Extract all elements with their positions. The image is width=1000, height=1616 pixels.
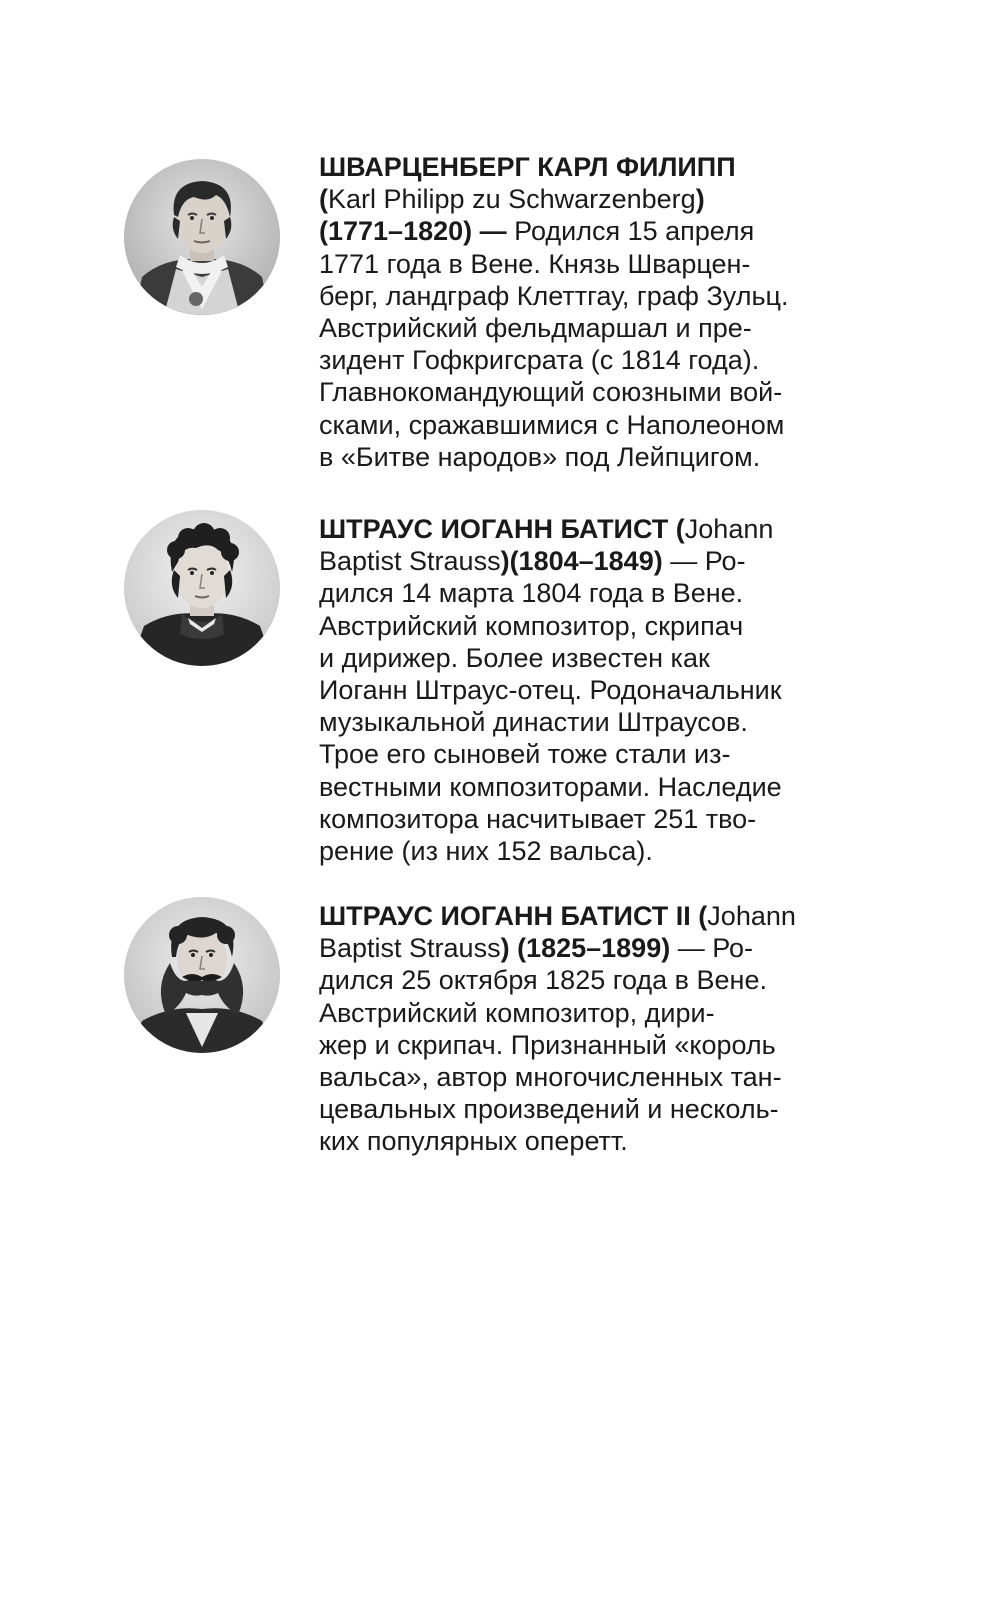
bio-line: в «Битве народов» под Лейпцигом. xyxy=(319,441,761,472)
bio-text xyxy=(319,151,859,473)
bio-line: ких популярных оперетт. xyxy=(319,1126,628,1157)
portrait-schwarzenberg-icon xyxy=(124,159,280,315)
bio-line: Австрийский композитор, дири- xyxy=(319,997,715,1028)
portrait-strauss-father-icon xyxy=(124,510,280,666)
bio-line: и дирижер. Более известен как xyxy=(319,642,710,673)
bio-line: (Karl Philipp zu Schwarzenberg) xyxy=(319,184,705,215)
bio-line: Главнокомандующий союзными вой- xyxy=(319,377,783,408)
bio-line: ШТРАУС ИОГАНН БАТИСТ (Johann xyxy=(319,514,774,544)
bio-line: Baptist Strauss) (1825–1899) — Ро- xyxy=(319,933,754,964)
bio-line: ШВАРЦЕНБЕРГ КАРЛ ФИЛИПП xyxy=(319,152,736,182)
bio-line: Австрийский фельдмаршал и пре- xyxy=(319,313,752,344)
bio-line: дился 25 октября 1825 года в Вене. xyxy=(319,965,767,996)
bio-line: (1771–1820) — Родился 15 апреля xyxy=(319,216,755,247)
bio-line: цевальных произведений и несколь- xyxy=(319,1094,779,1125)
bio-line: 1771 года в Вене. Князь Шварцен- xyxy=(319,248,751,279)
bio-line: дился 14 марта 1804 года в Вене. xyxy=(319,578,744,609)
bio-line: вестными композиторами. Наследие xyxy=(319,771,782,802)
bio-line: композитора насчитывает 251 тво- xyxy=(319,803,757,834)
bio-text xyxy=(319,513,859,867)
bio-line: берг, ландграф Клеттгау, граф Зульц. xyxy=(319,280,789,311)
bio-line: жер и скрипач. Признанный «король xyxy=(319,1029,776,1060)
bio-line: музыкальной династии Штраусов. xyxy=(319,707,748,738)
bio-line: Baptist Strauss)(1804–1849) — Ро- xyxy=(319,546,746,577)
bio-line: сками, сражавшимися с Наполеоном xyxy=(319,409,785,440)
bio-line: вальса», автор многочисленных тан- xyxy=(319,1062,782,1093)
bio-line: Трое его сыновей тоже стали из- xyxy=(319,739,731,770)
portrait-strauss-son-icon xyxy=(124,897,280,1053)
bio-line: Иоганн Штраус-отец. Родоначальник xyxy=(319,675,782,706)
bio-line: рение (из них 152 вальса). xyxy=(319,836,653,867)
bio-line: Австрийский композитор, скрипач xyxy=(319,610,744,641)
bio-line: ШТРАУС ИОГАНН БАТИСТ II (Johann xyxy=(319,901,796,931)
bio-line: зидент Гофкригсрата (с 1814 года). xyxy=(319,345,760,376)
bio-text xyxy=(319,900,859,1158)
